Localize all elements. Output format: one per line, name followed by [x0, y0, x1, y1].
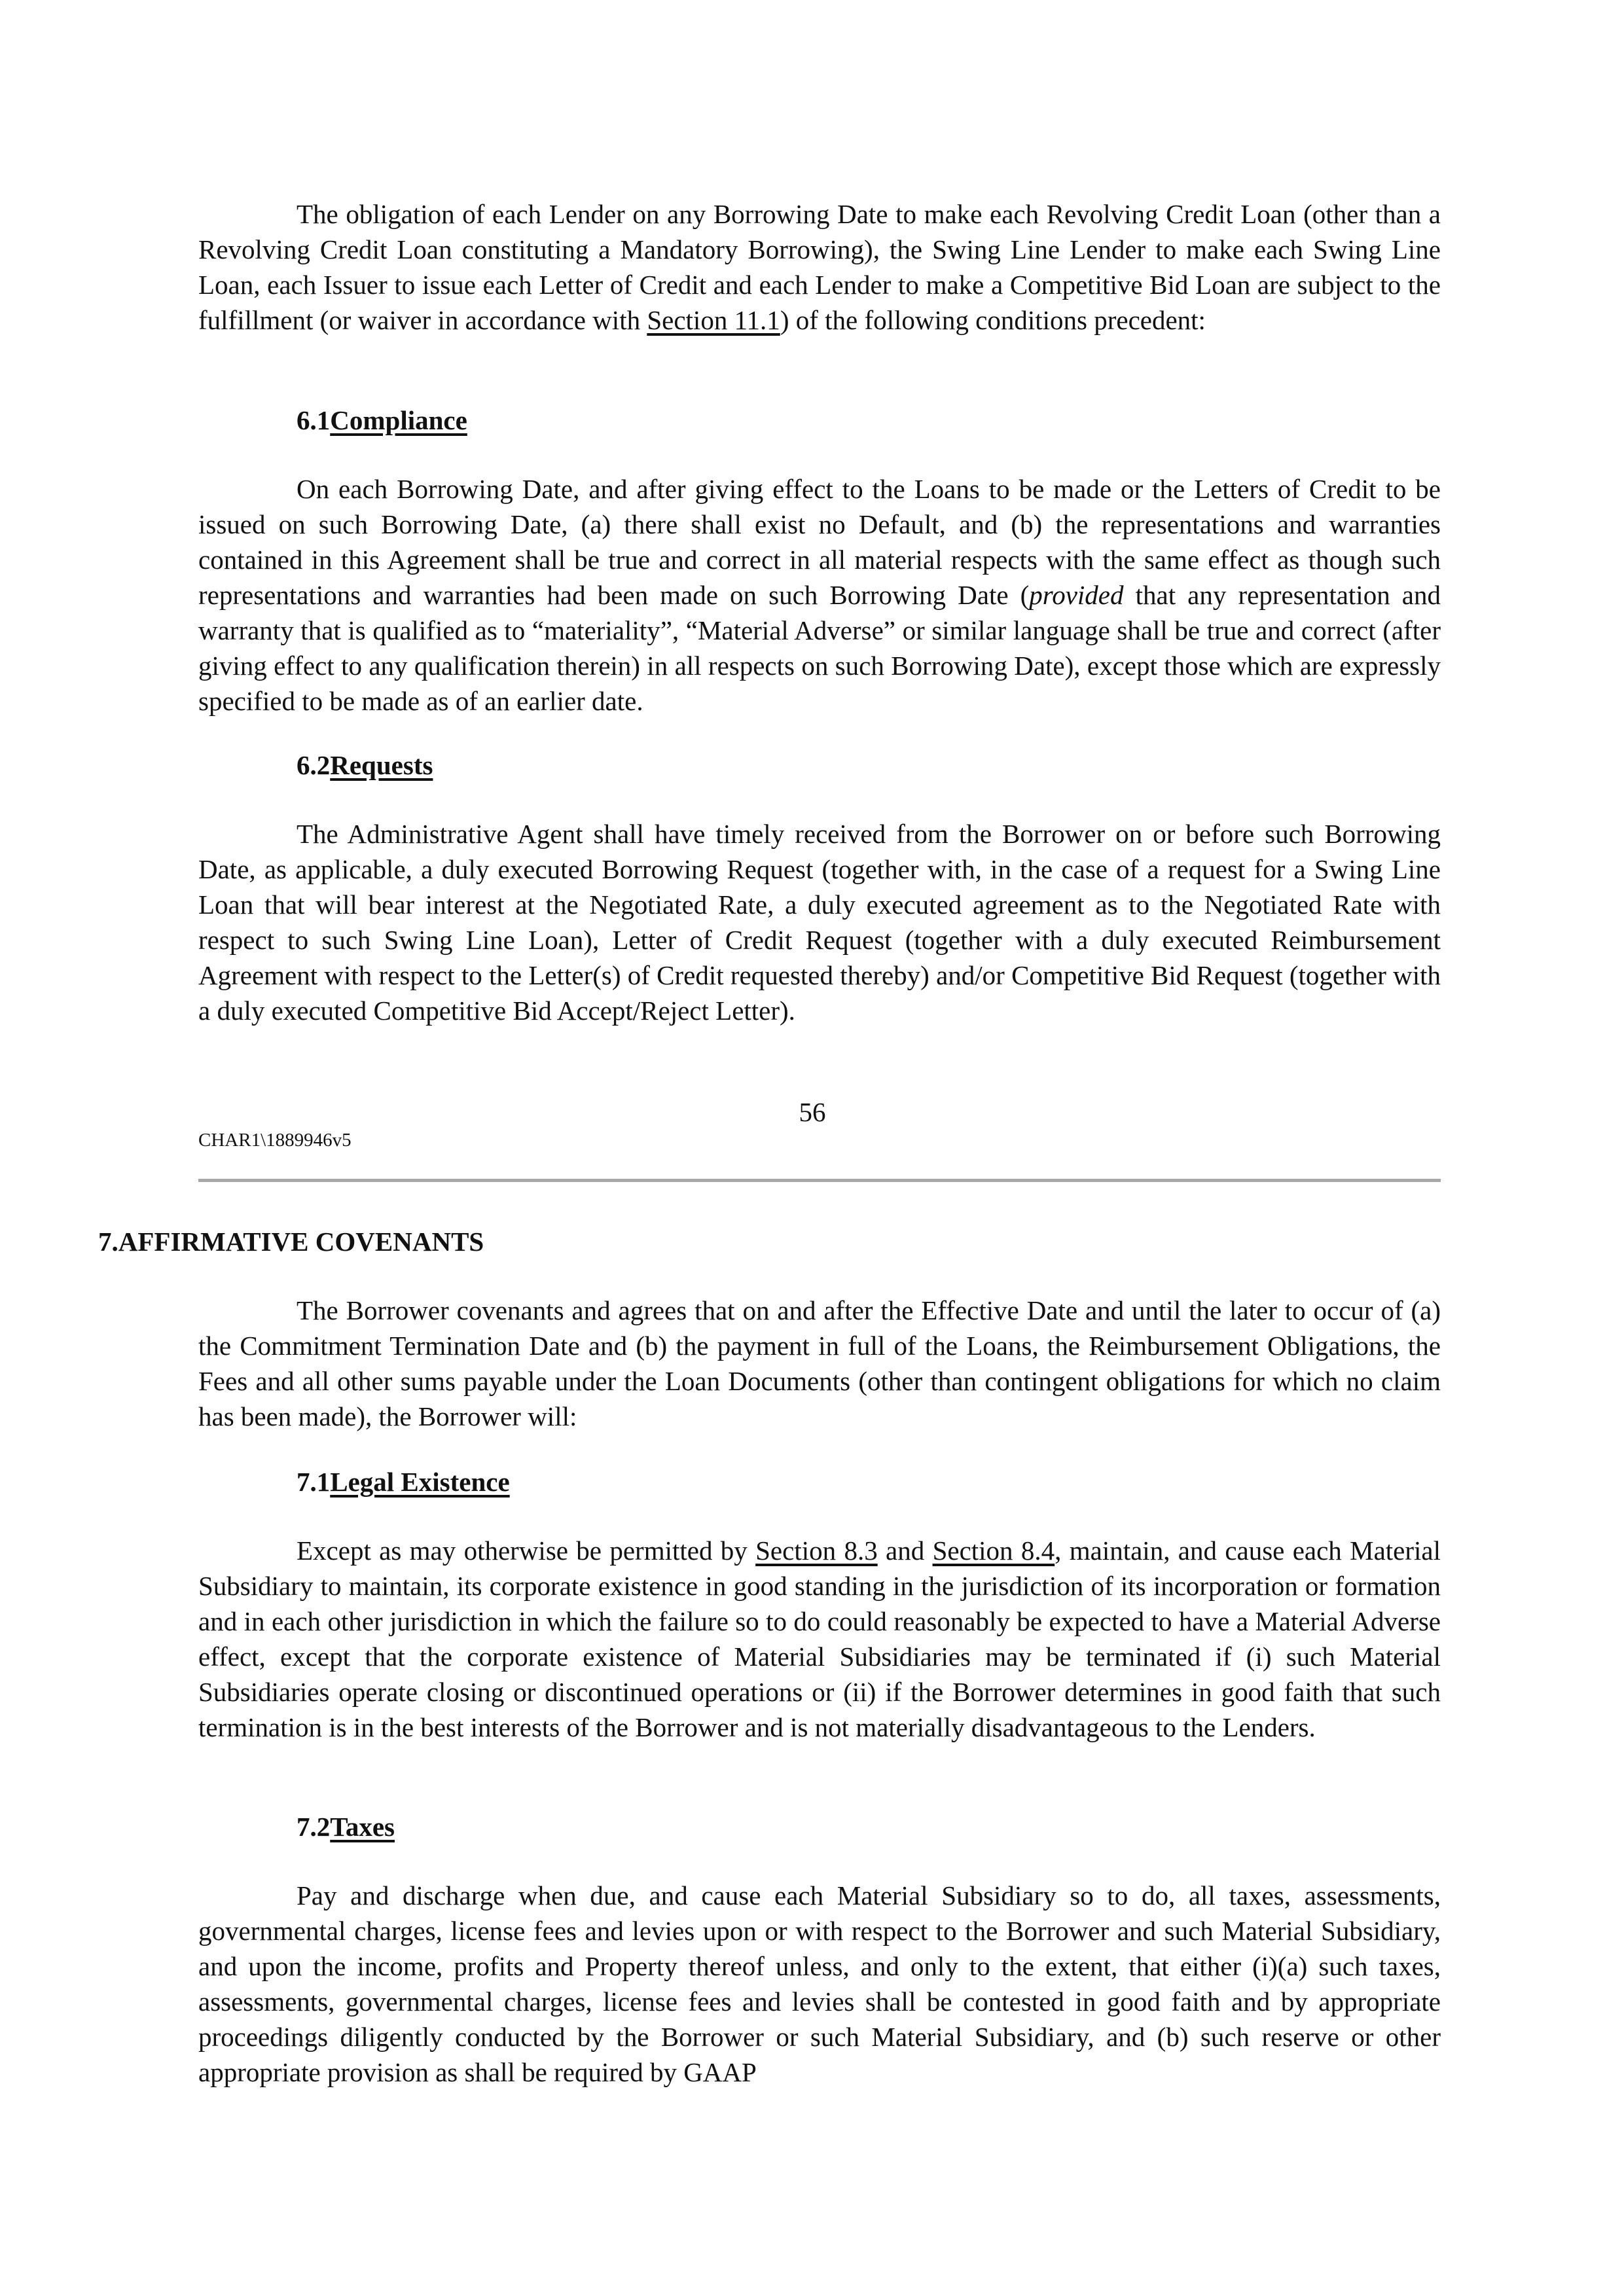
paragraph-text: , maintain, and cause each Material Subsidiary to maintain, its corporate existence in good standing in the jurisdiction of its incorporation or formation and in each other jurisdiction in which the failure so to do could reasonably be expected to have a Material Adverse effect, except that the corporate existence of Material Subsidiaries may be terminated if (i) such Material Subsidiaries operate closing or discontinued operations or (ii) if the Borrower determines in good faith that such termination is in the best interests of the Borrower and is not materially disadvantageous to the Lenders. — [198, 1535, 1441, 1742]
section-7-2-paragraph: Pay and discharge when due, and cause each Material Subsidiary so to do, all taxes, assessments, governmental charges, license fees and levies upon or with respect to the Borrower and such Material Subsidiary, and upon the income, profits and Property thereof unless, and only to the extent, that either (i)(a) such taxes, assessments, governmental charges, license fees and levies shall be contested in good faith and by appropriate proceedings diligently conducted by the Borrower or such Material Subsidiary, and (b) such reserve or other appropriate provision as shall be required by GAAP — [198, 1880, 1441, 2087]
paragraph-text: that any representation and warranty that is qualified as to “materiality”, “Material Adverse” or similar language shall be true and correct (after giving effect to any qualification therein) in all respects on such Borrowing Date), except those which are expressly specified to be made as of an earlier date. — [198, 580, 1441, 716]
section-6-2-heading — [297, 747, 433, 783]
section-7-heading: 7.AFFIRMATIVE COVENANTS — [98, 1227, 484, 1257]
page-break-divider — [198, 1179, 1441, 1182]
section-7-2-heading — [297, 1809, 395, 1844]
paragraph-text: ) of the following conditions precedent: — [780, 305, 1206, 335]
section-number: 7.2 — [297, 1812, 331, 1842]
section-8-4-reference: Section 8.4 — [932, 1535, 1055, 1566]
section-7-1-heading — [297, 1464, 510, 1499]
document-id: CHAR1\1889946v5 — [198, 1130, 352, 1151]
paragraph-text: On each Borrowing Date, and after giving effect to the Loans to be made or the Letters of Credit to be issued on such Borrowing Date, (a) there shall exist no Default, and (b) the representations and warranties contained in this Agreement shall be true and correct in all material respects with the same effect as though such representations and warranties had been made on such Borrowing Date ( — [198, 474, 1441, 610]
section-title: Requests — [330, 750, 433, 780]
section-6-2-paragraph: The Administrative Agent shall have timely received from the Borrower on or before such Borrowing Date, as applicable, a duly executed Borrowing Request (together with, in the case of a request for a Swing Line Loan that will bear interest at the Negotiated Rate, a duly executed agreement as to the Negotiated Rate with respect to such Swing Line Loan), Letter of Credit Request (together with a duly executed Reimbursement Agreement with respect to the Letter(s) of Credit requested thereby) and/or Competitive Bid Request (together with a duly executed Competitive Bid Accept/Reject Letter). — [198, 819, 1441, 1026]
section-number: 7.1 — [297, 1467, 331, 1497]
page-number: 56 — [799, 1097, 826, 1127]
section-6-1-heading — [297, 403, 467, 438]
section-title: Compliance — [330, 405, 467, 435]
section-number: 6.1 — [297, 405, 331, 435]
section-7-1-paragraph — [198, 1533, 1441, 1745]
provided-italic: provided — [1029, 580, 1124, 610]
conditions-intro-paragraph — [198, 196, 1441, 338]
section-6-1-paragraph — [198, 471, 1441, 719]
paragraph-text: Except as may otherwise be permitted by — [297, 1535, 756, 1566]
paragraph-text: and — [877, 1535, 933, 1566]
section-number: 6.2 — [297, 750, 331, 780]
section-title: Taxes — [330, 1812, 395, 1842]
section-11-1-reference: Section 11.1 — [647, 305, 780, 335]
section-title: Legal Existence — [330, 1467, 510, 1497]
section-7-intro-paragraph: The Borrower covenants and agrees that on and after the Effective Date and until the later to occur of (a) the Commitment Termination Date and (b) the payment in full of the Loans, the Reimbursement Obligations, the Fees and all other sums payable under the Loan Documents (other than contingent obligations for which no claim has been made), the Borrower will: — [198, 1295, 1441, 1431]
section-8-3-reference: Section 8.3 — [755, 1535, 878, 1566]
paragraph-text: The obligation of each Lender on any Borrowing Date to make each Revolving Credit Loan (other than a Revolving Credit Loan constituting a Mandatory Borrowing), the Swing Line Lender to make each Swing Line Loan, each Issuer to issue each Letter of Credit and each Lender to make a Competitive Bid Loan are subject to the fulfillment (or waiver in accordance with — [198, 199, 1441, 335]
